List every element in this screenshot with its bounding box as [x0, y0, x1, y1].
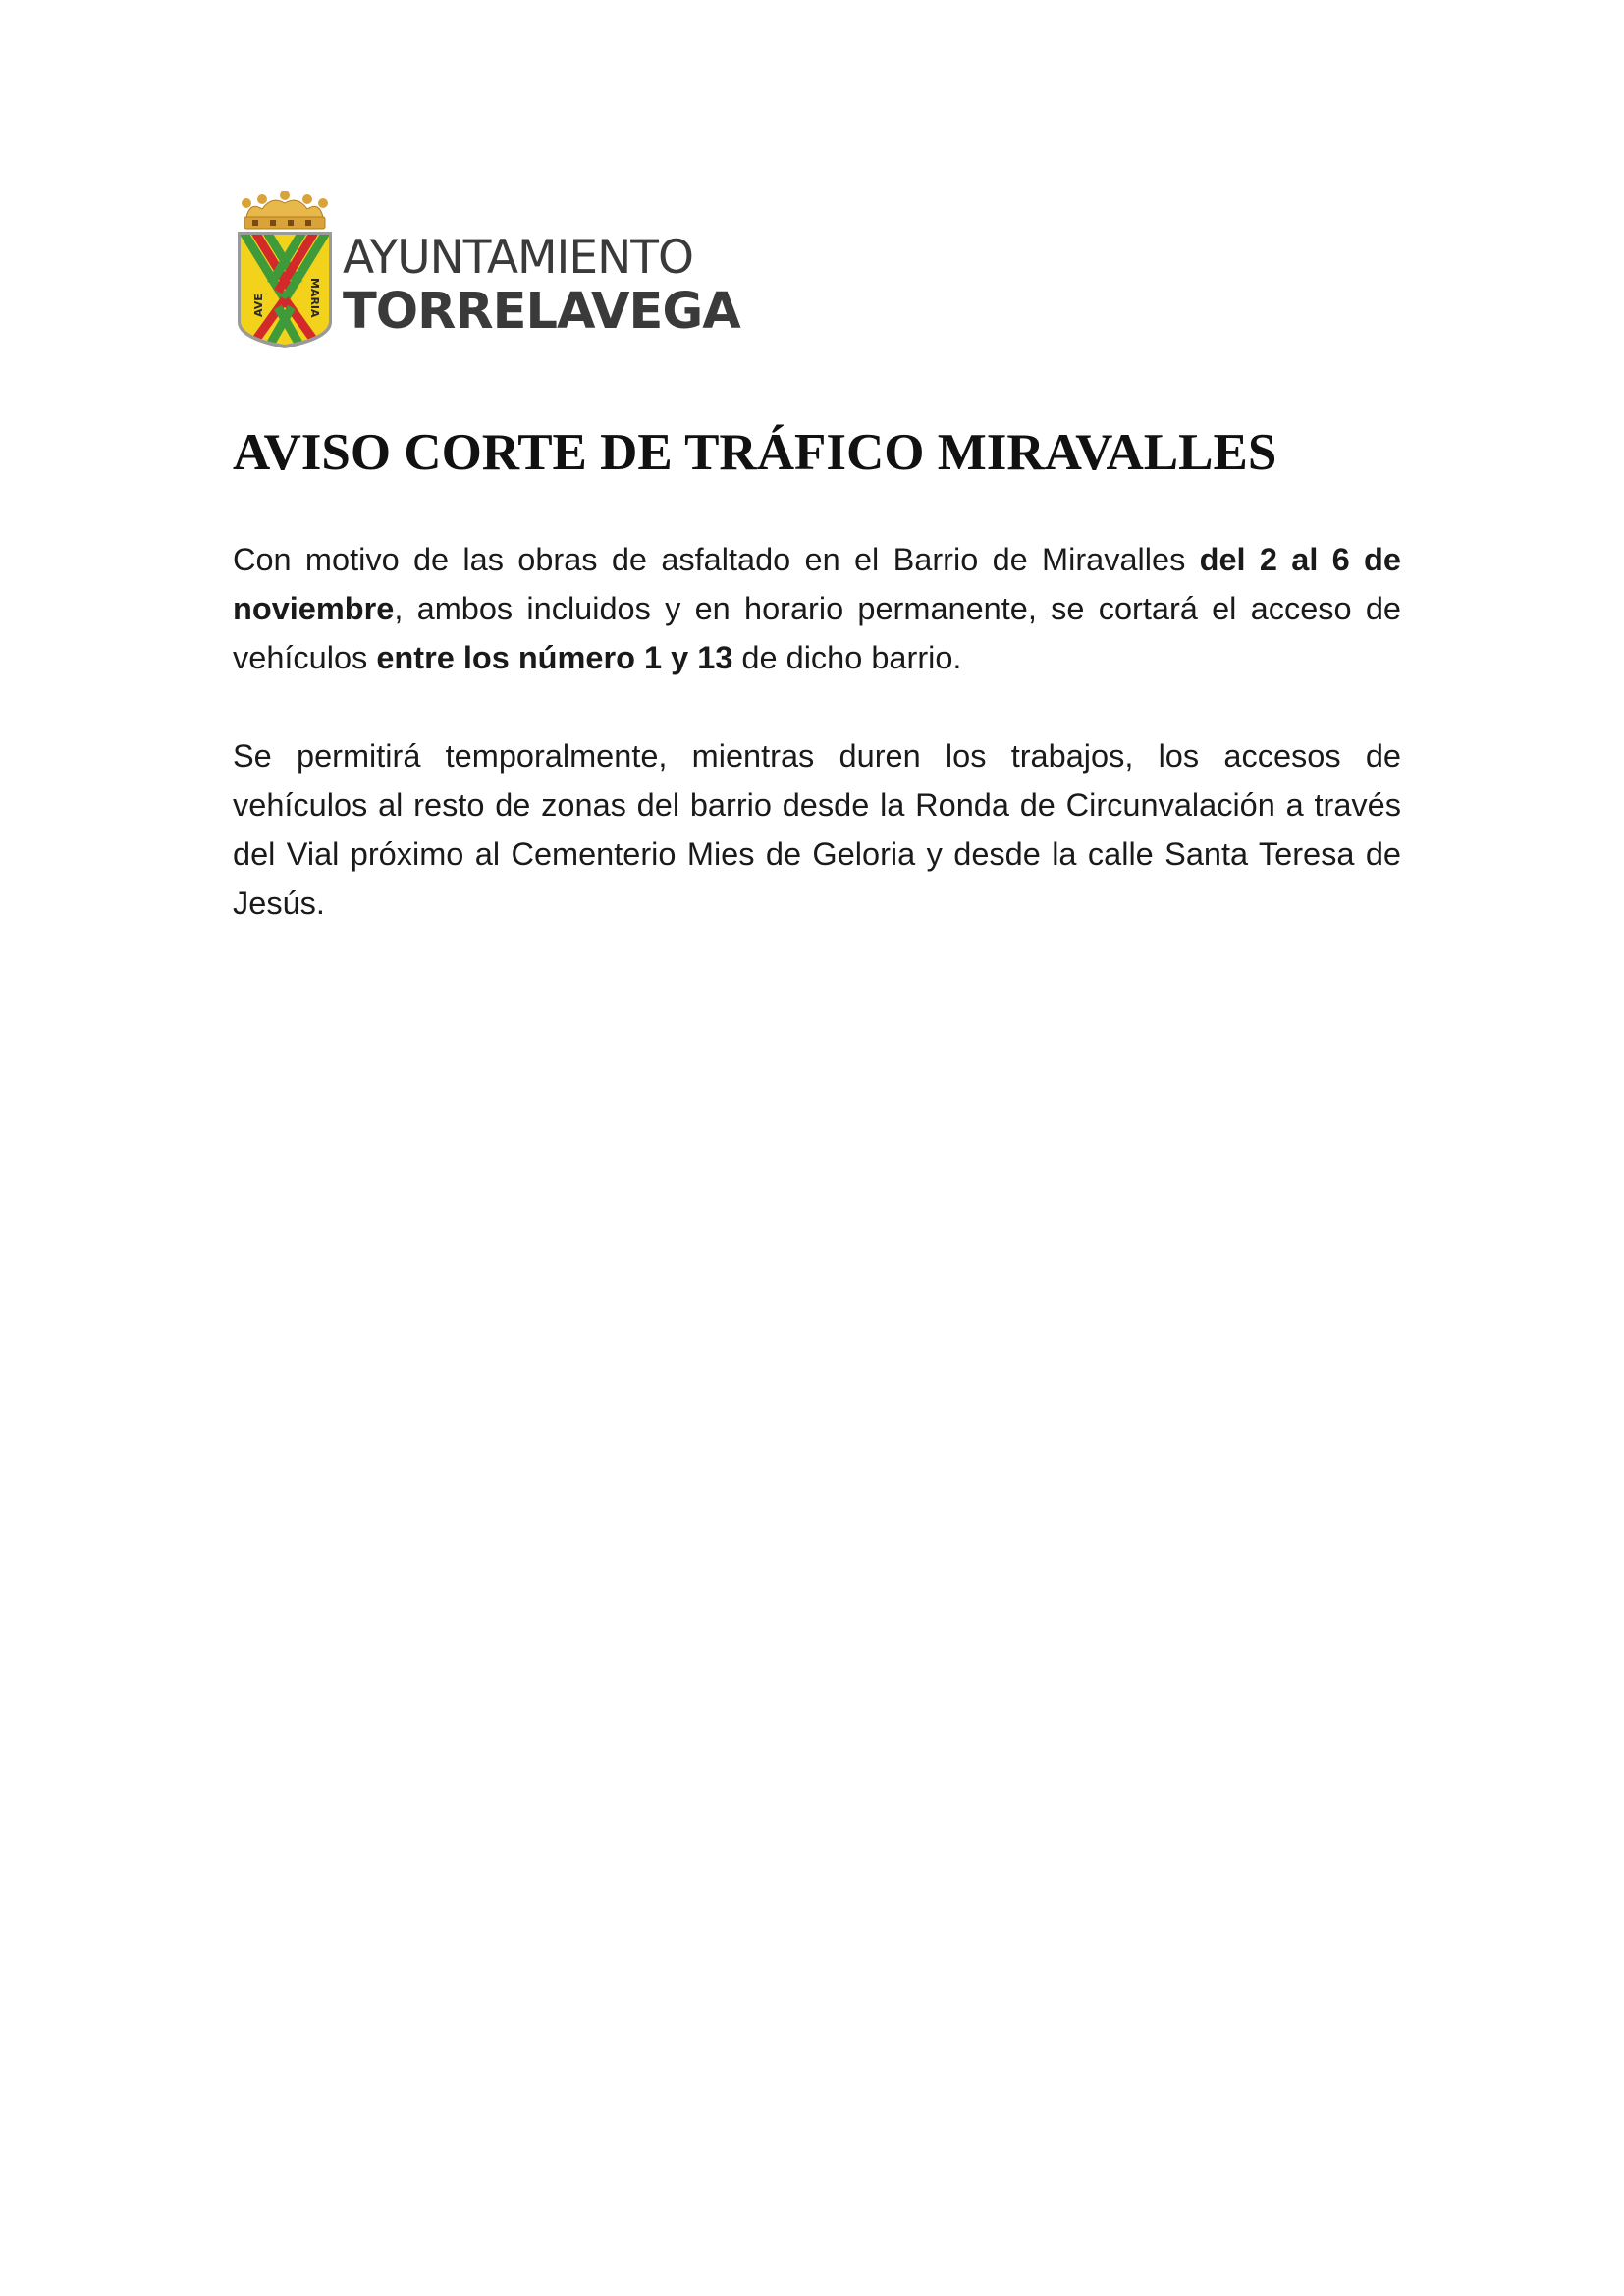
logo-line-torrelavega: TORRELAVEGA — [343, 283, 740, 341]
notice-paragraph-1 — [233, 535, 1401, 682]
crown-icon — [242, 191, 328, 229]
paragraph-1-text-a: Con motivo de las obras de asfaltado en el Barrio de Miravalles — [233, 542, 1200, 577]
emblem-text-right: MARIA — [308, 278, 321, 318]
emblem-text-left: AVE — [252, 294, 265, 317]
logo-wordmark — [343, 233, 745, 341]
notice-title: AVISO CORTE DE TRÁFICO MIRAVALLES — [233, 424, 1277, 481]
paragraph-1-text-c: de dicho barrio. — [732, 640, 962, 675]
paragraph-1-bold-numbers: entre los número 1 y 13 — [376, 640, 733, 675]
logo-line-ayuntamiento: AYUNTAMIENTO — [343, 231, 693, 285]
notice-paragraph-2: Se permitirá temporalmente, mientras duren los trabajos, los accesos de vehículos al resto de zonas del barrio desde la Ronda de Circunvalación a través del Vial próximo al Cementerio Mies de Geloria y desde la calle Santa Teresa de Jesús. — [233, 738, 1401, 921]
ayuntamiento-logo — [233, 191, 743, 348]
coat-of-arms-icon — [233, 191, 337, 348]
paragraph-1-bold-dates: del 2 al 6 de noviembre — [233, 542, 1401, 626]
paragraph-1-text-b: , ambos incluidos y en horario permanente, se cortará el acceso de vehículos — [233, 591, 1401, 675]
